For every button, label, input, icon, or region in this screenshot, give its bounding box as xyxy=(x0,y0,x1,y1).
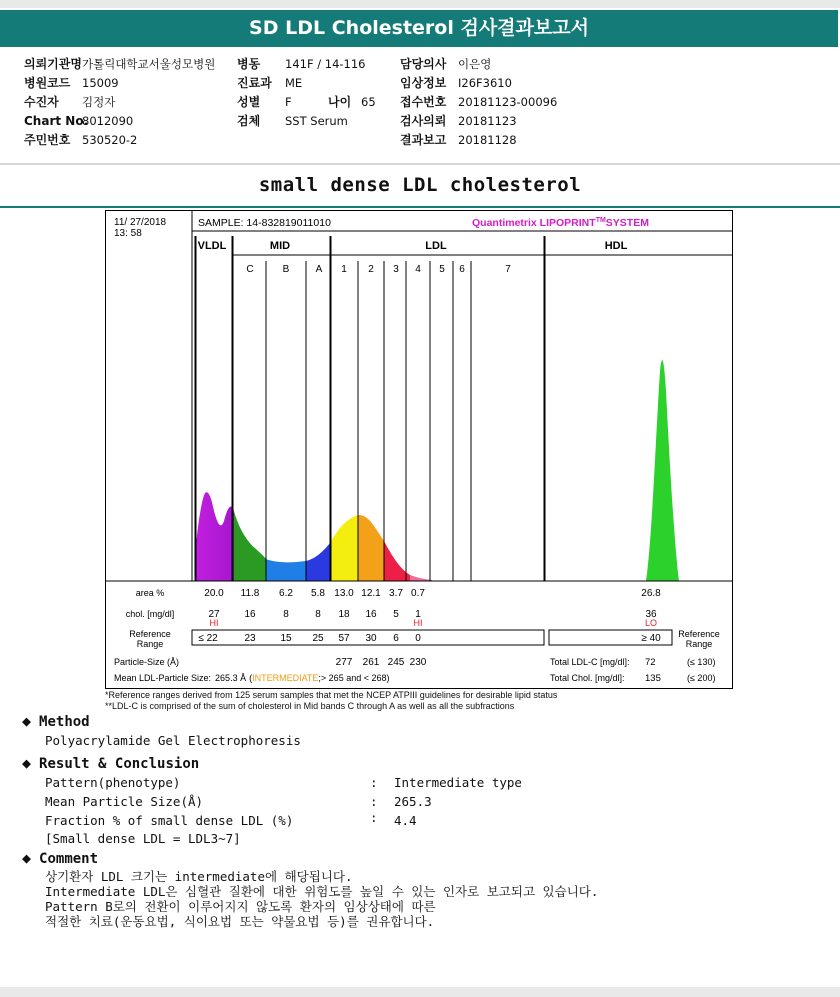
chol-a: 8 xyxy=(315,609,321,620)
label-request-date: 검사의뢰 xyxy=(400,114,447,128)
diamond-bullet-icon: ◆ xyxy=(22,754,32,772)
label-sex: 성별 xyxy=(237,95,261,109)
value-hospital-code: 15009 xyxy=(82,76,119,90)
ref-hdl: ≥ 40 xyxy=(641,633,661,644)
flag-ldl4-hi: HI xyxy=(413,618,423,628)
label-receipt-no: 접수번호 xyxy=(400,95,447,109)
section-underline xyxy=(0,206,840,208)
label-age: 나이 xyxy=(328,95,352,109)
mid-band-a-area xyxy=(306,543,330,581)
group-label-vldl: VLDL xyxy=(197,240,227,252)
value-institution: 가톨릭대학교서울성모병원 xyxy=(82,57,216,71)
diamond-bullet-icon: ◆ xyxy=(22,849,32,867)
particle-ldl3: 245 xyxy=(387,657,405,668)
band-label-7: 7 xyxy=(505,264,511,275)
band-label-a: A xyxy=(315,264,323,275)
label-resident-no: 주민번호 xyxy=(24,133,71,147)
lipoprint-chart xyxy=(105,210,733,689)
band-label-c: C xyxy=(246,264,254,275)
label-report-date: 결과보고 xyxy=(400,133,447,147)
lipoprint-svg xyxy=(106,211,732,688)
value-resident-no: 530520-2 xyxy=(82,133,138,147)
method-text: Polyacrylamide Gel Electrophoresis xyxy=(45,733,301,748)
result-colon-1: : xyxy=(370,775,378,790)
band-label-6: 6 xyxy=(459,264,465,275)
ref-right-label-2: Range xyxy=(685,639,713,649)
comment-line-1: 상기환자 LDL 크기는 intermediate에 해당됩니다. xyxy=(45,869,353,884)
ref-c: 23 xyxy=(244,633,256,644)
mid-band-c-area xyxy=(234,511,266,581)
result-colon-3: : xyxy=(370,810,378,825)
ref-a: 25 xyxy=(312,633,324,644)
area-ldl4: 0.7 xyxy=(411,588,425,599)
particle-ldl4: 230 xyxy=(409,657,427,668)
chol-ldl1: 18 xyxy=(338,609,350,620)
result-label-fraction: Fraction % of small dense LDL (%) xyxy=(45,813,294,828)
particle-ldl2: 261 xyxy=(362,657,380,668)
ldl-band-2-area xyxy=(358,515,384,581)
chol-ldl4: 1 xyxy=(415,609,421,620)
chart-date: 11/ 27/2018 xyxy=(114,217,167,228)
group-label-hdl: HDL xyxy=(604,240,628,252)
ref-b: 15 xyxy=(280,633,292,644)
report-title: SD LDL Cholesterol 검사결과보고서 xyxy=(0,10,838,47)
chol-ldl3: 5 xyxy=(393,609,399,620)
area-a: 5.8 xyxy=(311,588,325,599)
chart-time: 13: 58 xyxy=(114,228,142,239)
area-b: 6.2 xyxy=(279,588,293,599)
total-ldl-value: 72 xyxy=(645,657,656,668)
flag-vldl-hi: HI xyxy=(209,618,219,628)
label-chart-no: Chart No. xyxy=(24,114,89,128)
chol-row-label: chol. [mg/dl] xyxy=(125,609,175,619)
chart-brand: Quantimetrix LIPOPRINT™SYSTEM xyxy=(472,217,649,229)
value-age: 65 xyxy=(361,95,376,109)
result-colon-2: : xyxy=(370,794,378,809)
flag-hdl-lo: LO xyxy=(644,618,658,628)
band-label-1: 1 xyxy=(341,264,347,275)
ldl-band-1-area xyxy=(330,515,358,581)
ref-ldl1: 57 xyxy=(338,633,350,644)
area-vldl: 20.0 xyxy=(204,588,224,599)
method-heading: ◆ Method xyxy=(22,712,90,730)
area-row-label: area % xyxy=(135,588,165,598)
comment-line-4: 적절한 치료(운동요법, 식이요법 또는 약물요법 등)를 권유합니다. xyxy=(45,914,435,929)
band-label-3: 3 xyxy=(393,264,399,275)
value-receipt-no: 20181123-00096 xyxy=(458,95,558,109)
area-values xyxy=(204,588,661,599)
vldl-peak-area xyxy=(195,492,234,581)
result-value-fraction: 4.4 xyxy=(394,813,417,828)
value-chart-no: 8012090 xyxy=(82,114,134,128)
group-label-ldl: LDL xyxy=(425,240,447,252)
chol-c: 16 xyxy=(244,609,256,620)
chart-sample: SAMPLE: 14-832819011010 xyxy=(198,217,331,229)
ref-vldl: ≤ 22 xyxy=(198,633,218,644)
result-value-mean-size: 265.3 xyxy=(394,794,432,809)
ldl-band-4-area xyxy=(410,575,432,581)
band-label-5: 5 xyxy=(439,264,445,275)
comment-heading: ◆ Comment xyxy=(22,849,99,867)
value-request-date: 20181123 xyxy=(458,114,517,128)
group-label-mid: MID xyxy=(269,240,291,252)
label-department: 진료과 xyxy=(237,76,272,90)
ref-label-1: Reference xyxy=(129,629,171,639)
label-institution: 의뢰기관명 xyxy=(24,57,82,71)
result-label-mean-size: Mean Particle Size(Å) xyxy=(45,794,204,809)
label-ward: 병동 xyxy=(237,57,261,71)
area-c: 11.8 xyxy=(240,588,260,599)
band-label-4: 4 xyxy=(415,264,421,275)
section-title: small dense LDL cholesterol xyxy=(258,174,582,196)
total-chol-ref: (≤ 200) xyxy=(687,673,716,683)
result-note: [Small dense LDL = LDL3~7] xyxy=(45,831,241,846)
total-ldl-label: Total LDL-C [mg/dl]: xyxy=(550,657,630,667)
result-label-pattern: Pattern(phenotype) xyxy=(45,775,181,790)
area-ldl1: 13.0 xyxy=(334,588,354,599)
value-report-date: 20181128 xyxy=(458,133,517,147)
hdl-peak-area xyxy=(646,360,679,581)
ref-right-label-1: Reference xyxy=(678,629,720,639)
value-ward: 141F / 14-116 xyxy=(285,57,366,71)
total-ldl-ref: (≤ 130) xyxy=(687,657,716,667)
label-patient: 수진자 xyxy=(24,95,59,109)
footnote-2: **LDL-C is comprised of the sum of cholesterol in Mid bands C through A as well as all the subfractions xyxy=(105,701,515,711)
particle-ldl1: 277 xyxy=(335,657,353,668)
mean-ldl-size-line: Mean LDL-Particle Size: 265.3 Å (INTERMEDIATE;> 265 and < 268) xyxy=(114,673,390,683)
ref-ldl3: 6 xyxy=(393,633,399,644)
value-department: ME xyxy=(285,76,303,90)
ref-values xyxy=(198,633,661,644)
diamond-bullet-icon: ◆ xyxy=(22,712,32,730)
value-clinical-info: I26F3610 xyxy=(458,76,512,90)
area-ldl2: 12.1 xyxy=(361,588,381,599)
chol-hdl: 36 xyxy=(645,609,657,620)
comment-line-3: Pattern B로의 전환이 이루어지지 않도록 환자의 임상상태에 따른 xyxy=(45,899,436,914)
ref-label-2: Range xyxy=(136,639,164,649)
value-specimen: SST Serum xyxy=(285,114,348,128)
result-heading: ◆ Result & Conclusion xyxy=(22,754,200,772)
total-chol-label: Total Chol. [mg/dl]: xyxy=(550,673,625,683)
area-hdl: 26.8 xyxy=(641,588,661,599)
band-label-b: B xyxy=(282,264,290,275)
total-chol-value: 135 xyxy=(645,673,661,684)
mid-band-b-area xyxy=(266,559,306,581)
band-label-2: 2 xyxy=(368,264,374,275)
value-patient: 김정자 xyxy=(82,95,116,109)
chol-b: 8 xyxy=(283,609,289,620)
chol-values xyxy=(208,609,657,620)
ref-ldl2: 30 xyxy=(365,633,377,644)
value-doctor: 이은영 xyxy=(458,57,492,71)
area-ldl3: 3.7 xyxy=(389,588,403,599)
ref-ldl4: 0 xyxy=(415,633,421,644)
result-value-pattern: Intermediate type xyxy=(394,775,522,790)
comment-line-2: Intermediate LDL은 심혈관 질환에 대한 위험도를 높일 수 있는 인자로 보고되고 있습니다. xyxy=(45,884,599,899)
footnote-1: *Reference ranges derived from 125 serum samples that met the NCEP ATPIII guidelines for desirable lipid status xyxy=(105,690,558,700)
label-clinical-info: 임상정보 xyxy=(400,76,447,90)
chol-vldl: 27 xyxy=(208,609,220,620)
label-doctor: 담당의사 xyxy=(400,57,447,71)
chol-ldl2: 16 xyxy=(365,609,377,620)
label-hospital-code: 병원코드 xyxy=(24,76,71,90)
particle-values xyxy=(336,657,427,668)
header-divider xyxy=(0,163,840,165)
label-specimen: 검체 xyxy=(237,114,261,128)
top-strip xyxy=(0,0,840,8)
flags xyxy=(210,618,658,628)
value-sex: F xyxy=(285,95,292,109)
bottom-strip xyxy=(0,987,840,997)
particle-size-label: Particle-Size (Å) xyxy=(114,657,180,667)
